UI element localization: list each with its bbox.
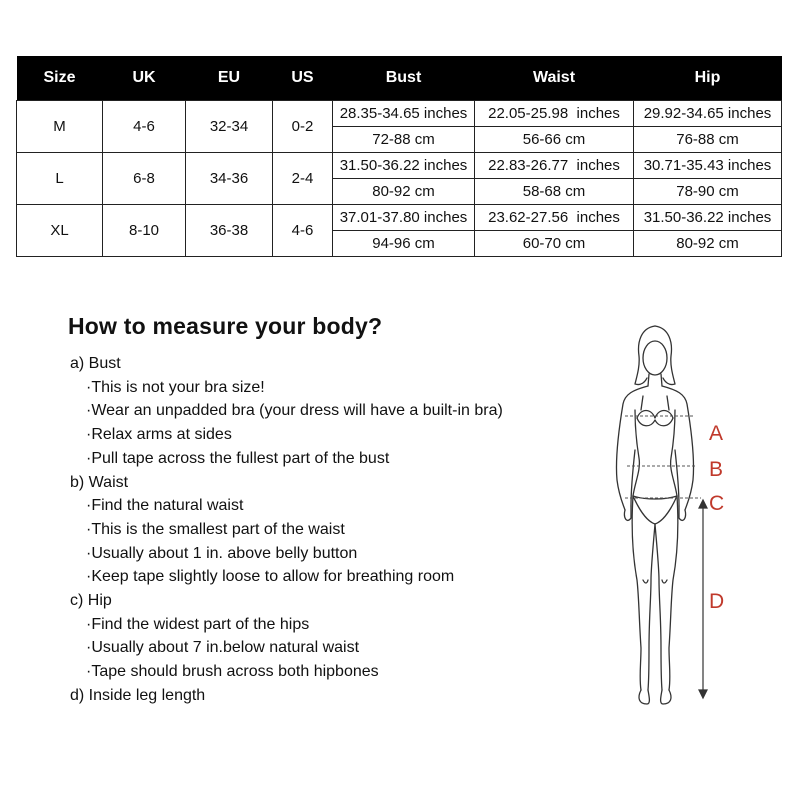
bust-cm: 94-96 cm [372, 235, 435, 252]
guide-item: ·Wear an unpadded bra (your dress will have a built-in bra) [86, 402, 503, 420]
size-cell: XL [17, 205, 103, 257]
us-cell: 0-2 [273, 101, 333, 153]
guide-item: ·Keep tape slightly loose to allow for breathing room [86, 568, 455, 586]
hip-inches: 29.92-34.65 inches [634, 101, 781, 127]
size-chart-header-row [17, 56, 782, 101]
uk-cell: 8-10 [103, 205, 186, 257]
bust-inches: 31.50-36.22 inches [333, 153, 474, 179]
header-waist: Waist [475, 56, 634, 101]
table-row [17, 205, 782, 257]
guide-item: ·Find the widest part of the hips [86, 615, 310, 633]
guide-item: ·Relax arms at sides [86, 426, 232, 444]
guide-item: ·Usually about 1 in. above belly button [86, 544, 358, 562]
size-cell: L [17, 153, 103, 205]
guide-heading-hip: c) Hip [70, 592, 112, 610]
bust-cm: 80-92 cm [372, 183, 435, 200]
label-c: C [709, 492, 725, 515]
waist-inches: 22.83-26.77 inches [475, 153, 633, 179]
header-size: Size [17, 56, 103, 101]
body-outline [616, 326, 693, 704]
hip-cm: 78-90 cm [676, 183, 739, 200]
eu-cell: 34-36 [186, 153, 273, 205]
bust-cell [333, 205, 475, 257]
hip-cm: 76-88 cm [676, 131, 739, 148]
label-b: B [709, 458, 724, 481]
uk-cell: 6-8 [103, 153, 186, 205]
guide-item: ·Tape should brush across both hipbones [86, 663, 379, 681]
size-cell: M [17, 101, 103, 153]
hip-cell [634, 153, 782, 205]
guide-item: ·This is not your bra size! [86, 378, 265, 396]
table-row [17, 101, 782, 153]
header-uk: UK [103, 56, 186, 101]
waist-inches: 23.62-27.56 inches [475, 205, 633, 231]
guide-heading-inside-leg: d) Inside leg length [70, 686, 206, 704]
label-d: D [709, 590, 725, 613]
waist-cell [475, 153, 634, 205]
header-eu: EU [186, 56, 273, 101]
bust-cm: 72-88 cm [372, 131, 435, 148]
eu-cell: 32-34 [186, 101, 273, 153]
header-hip: Hip [634, 56, 782, 101]
eu-cell: 36-38 [186, 205, 273, 257]
guide-item: ·Find the natural waist [86, 497, 244, 515]
us-cell: 2-4 [273, 153, 333, 205]
bust-cell [333, 153, 475, 205]
measure-title: How to measure your body? [68, 313, 383, 339]
waist-cm: 56-66 cm [522, 131, 586, 148]
measure-guide-list [70, 352, 590, 708]
guide-heading-waist: b) Waist [70, 473, 129, 491]
hip-cell [634, 101, 782, 153]
guide-item: ·Pull tape across the fullest part of the bust [86, 449, 390, 467]
uk-cell: 4-6 [103, 101, 186, 153]
header-us: US [273, 56, 333, 101]
us-cell: 4-6 [273, 205, 333, 257]
bust-inches: 28.35-34.65 inches [333, 101, 474, 127]
body-measurement-figure [585, 318, 745, 718]
size-chart-table [16, 56, 782, 257]
bust-inches: 37.01-37.80 inches [333, 205, 474, 231]
label-a: A [709, 422, 724, 445]
hip-cell [634, 205, 782, 257]
waist-cell [475, 101, 634, 153]
measurement-lines [625, 416, 701, 498]
guide-item: ·This is the smallest part of the waist [86, 520, 345, 538]
hip-inches: 30.71-35.43 inches [634, 153, 781, 179]
hip-inches: 31.50-36.22 inches [634, 205, 781, 231]
guide-heading-bust: a) Bust [70, 355, 121, 372]
header-bust: Bust [333, 56, 475, 101]
waist-cm: 60-70 cm [522, 235, 586, 252]
waist-inches: 22.05-25.98 inches [475, 101, 633, 127]
guide-item: ·Usually about 7 in.below natural waist [86, 639, 360, 657]
waist-cell [475, 205, 634, 257]
hip-cm: 80-92 cm [676, 235, 739, 252]
inseam-arrow [699, 500, 707, 698]
measurement-labels [709, 422, 724, 613]
waist-cm: 58-68 cm [522, 183, 586, 200]
table-row [17, 153, 782, 205]
bust-cell [333, 101, 475, 153]
